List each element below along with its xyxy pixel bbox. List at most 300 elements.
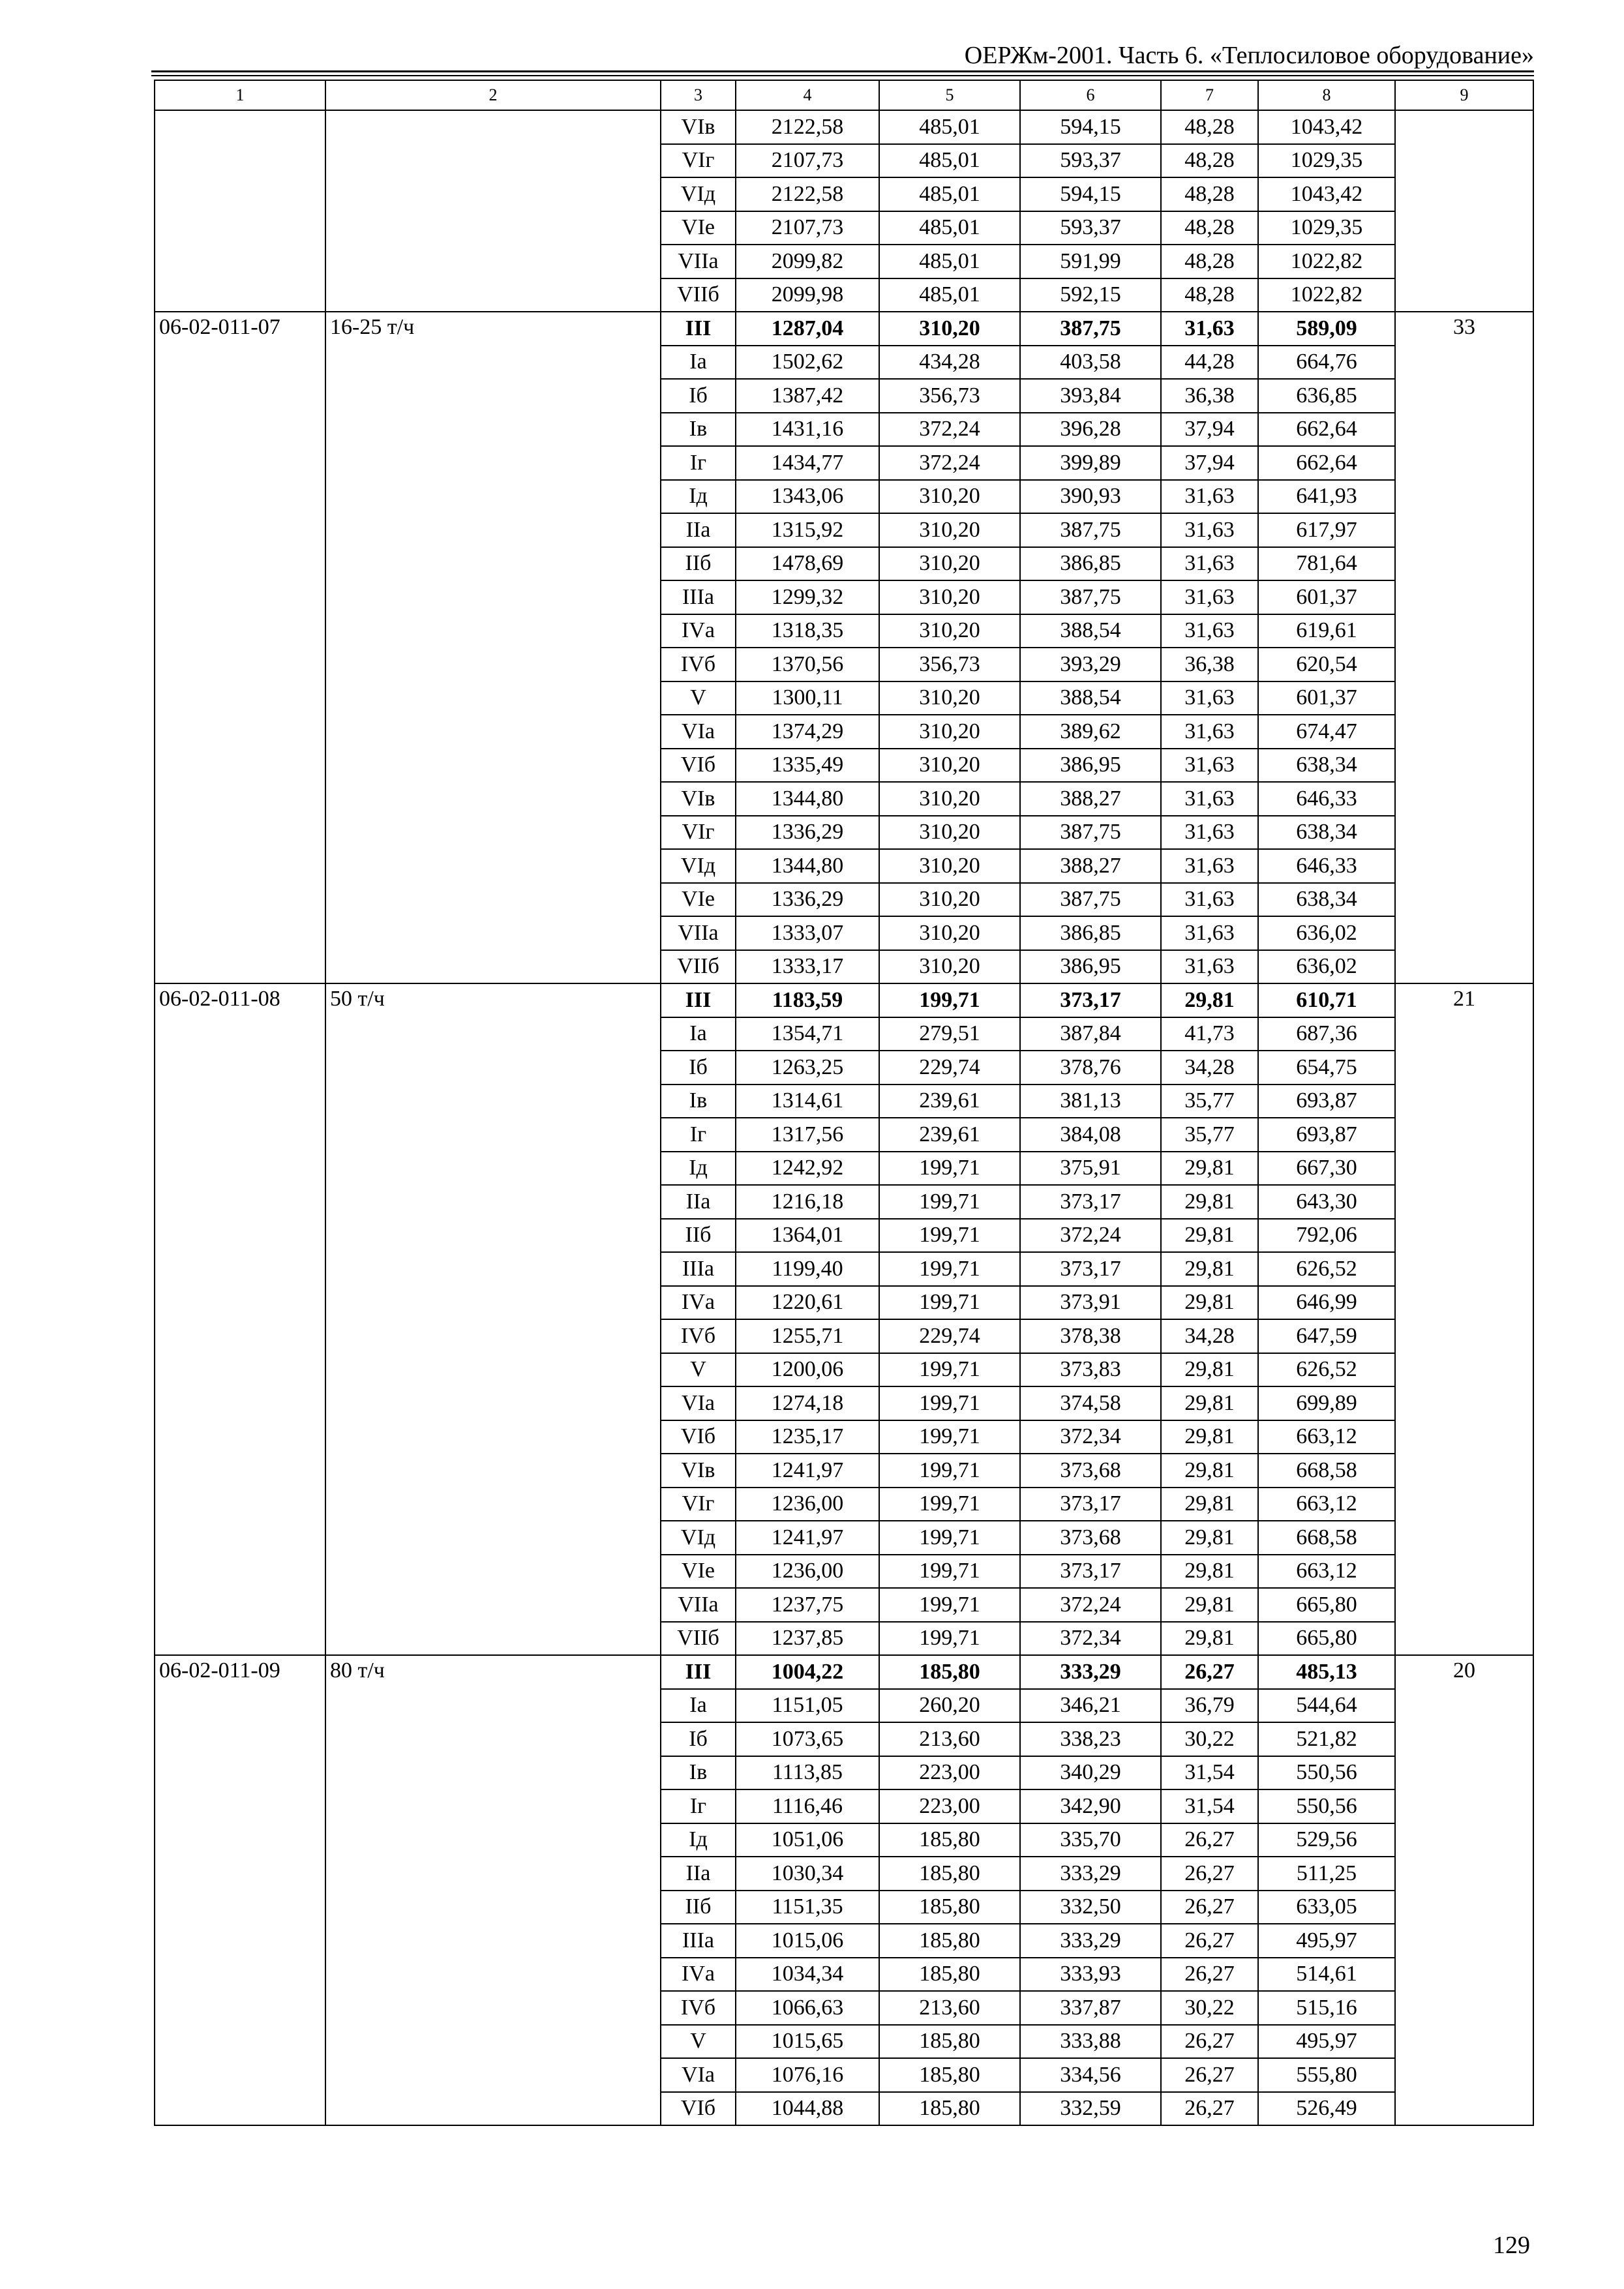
machine-cost-cell: 373,83 <box>1020 1353 1161 1387</box>
rate-class-cell: IVб <box>661 1991 736 2025</box>
column-number: 5 <box>879 80 1020 110</box>
wages-cell: 356,73 <box>879 648 1020 681</box>
rate-class-cell: VIе <box>661 1555 736 1589</box>
operator-wages-cell: 29,81 <box>1161 1286 1258 1320</box>
machine-cost-cell: 388,54 <box>1020 681 1161 715</box>
total-cost-cell: 1374,29 <box>736 715 879 749</box>
operator-wages-cell: 29,81 <box>1161 1353 1258 1387</box>
operator-wages-cell: 26,27 <box>1161 1924 1258 1958</box>
rate-class-cell: III <box>661 312 736 346</box>
rate-class-cell: IIб <box>661 1891 736 1924</box>
materials-cell: 515,16 <box>1258 1991 1395 2025</box>
materials-cell: 646,33 <box>1258 849 1395 883</box>
machine-cost-cell: 387,75 <box>1020 312 1161 346</box>
rate-class-cell: VIг <box>661 1488 736 1521</box>
rate-class-cell: VIд <box>661 177 736 211</box>
materials-cell: 610,71 <box>1258 983 1395 1017</box>
total-cost-cell: 1015,65 <box>736 2025 879 2059</box>
machine-cost-cell: 593,37 <box>1020 144 1161 178</box>
operator-wages-cell: 29,81 <box>1161 1521 1258 1555</box>
rate-class-cell: IVа <box>661 1286 736 1320</box>
operator-wages-cell: 31,63 <box>1161 916 1258 950</box>
column-number: 2 <box>325 80 661 110</box>
rate-count: 20 <box>1395 1655 1533 2125</box>
operator-wages-cell: 36,38 <box>1161 379 1258 413</box>
materials-cell: 521,82 <box>1258 1722 1395 1756</box>
total-cost-cell: 1335,49 <box>736 749 879 783</box>
materials-cell: 589,09 <box>1258 312 1395 346</box>
materials-cell: 668,58 <box>1258 1454 1395 1488</box>
wages-cell: 185,80 <box>879 2092 1020 2126</box>
operator-wages-cell: 48,28 <box>1161 211 1258 245</box>
rate-class-cell: VIб <box>661 1420 736 1454</box>
rate-class-cell: Iд <box>661 1823 736 1857</box>
rate-class-cell: IVб <box>661 1319 736 1353</box>
total-cost-cell: 1344,80 <box>736 849 879 883</box>
operator-wages-cell: 26,27 <box>1161 1857 1258 1891</box>
machine-cost-cell: 373,68 <box>1020 1454 1161 1488</box>
rate-class-cell: Iа <box>661 346 736 380</box>
total-cost-cell: 1200,06 <box>736 1353 879 1387</box>
operator-wages-cell: 30,22 <box>1161 1991 1258 2025</box>
machine-cost-cell: 335,70 <box>1020 1823 1161 1857</box>
materials-cell: 1022,82 <box>1258 278 1395 312</box>
total-cost-cell: 1318,35 <box>736 614 879 648</box>
total-cost-cell: 1044,88 <box>736 2092 879 2126</box>
table-row <box>155 1655 1533 1689</box>
rate-class-cell: IIIа <box>661 1252 736 1286</box>
machine-cost-cell: 386,85 <box>1020 916 1161 950</box>
wages-cell: 185,80 <box>879 1891 1020 1924</box>
rate-class-cell: V <box>661 681 736 715</box>
machine-cost-cell: 372,24 <box>1020 1219 1161 1253</box>
machine-cost-cell: 593,37 <box>1020 211 1161 245</box>
wages-cell: 199,71 <box>879 1420 1020 1454</box>
column-number: 8 <box>1258 80 1395 110</box>
operator-wages-cell: 31,63 <box>1161 749 1258 783</box>
operator-wages-cell: 37,94 <box>1161 413 1258 447</box>
operator-wages-cell: 31,63 <box>1161 681 1258 715</box>
materials-cell: 663,12 <box>1258 1488 1395 1521</box>
wages-cell: 310,20 <box>879 916 1020 950</box>
rate-class-cell: Iв <box>661 413 736 447</box>
total-cost-cell: 1151,35 <box>736 1891 879 1924</box>
machine-cost-cell: 332,50 <box>1020 1891 1161 1924</box>
operator-wages-cell: 29,81 <box>1161 1252 1258 1286</box>
rate-class-cell: VIе <box>661 211 736 245</box>
operator-wages-cell: 36,38 <box>1161 648 1258 681</box>
rate-class-cell: IIб <box>661 1219 736 1253</box>
wages-cell: 485,01 <box>879 110 1020 144</box>
machine-cost-cell: 333,88 <box>1020 2025 1161 2059</box>
materials-cell: 550,56 <box>1258 1789 1395 1823</box>
rate-class-cell: IIа <box>661 1857 736 1891</box>
wages-cell: 199,71 <box>879 1353 1020 1387</box>
wages-cell: 310,20 <box>879 681 1020 715</box>
operator-wages-cell: 36,79 <box>1161 1689 1258 1723</box>
operator-wages-cell: 37,94 <box>1161 446 1258 480</box>
materials-cell: 638,34 <box>1258 816 1395 850</box>
wages-cell: 185,80 <box>879 1823 1020 1857</box>
total-cost-cell: 1333,17 <box>736 950 879 984</box>
machine-cost-cell: 403,58 <box>1020 346 1161 380</box>
materials-cell: 693,87 <box>1258 1118 1395 1152</box>
total-cost-cell: 1287,04 <box>736 312 879 346</box>
wages-cell: 199,71 <box>879 1588 1020 1622</box>
wages-cell: 310,20 <box>879 312 1020 346</box>
column-number: 9 <box>1395 80 1533 110</box>
rate-class-cell: IIа <box>661 513 736 547</box>
rate-class-cell: Iг <box>661 446 736 480</box>
materials-cell: 544,64 <box>1258 1689 1395 1723</box>
machine-cost-cell: 386,95 <box>1020 950 1161 984</box>
machine-cost-cell: 393,84 <box>1020 379 1161 413</box>
materials-cell: 626,52 <box>1258 1353 1395 1387</box>
materials-cell: 1022,82 <box>1258 245 1395 278</box>
materials-cell: 555,80 <box>1258 2058 1395 2092</box>
rate-class-cell: VIIа <box>661 916 736 950</box>
materials-cell: 693,87 <box>1258 1085 1395 1118</box>
machine-cost-cell: 373,17 <box>1020 1252 1161 1286</box>
materials-cell: 636,02 <box>1258 950 1395 984</box>
wages-cell: 485,01 <box>879 245 1020 278</box>
materials-cell: 1043,42 <box>1258 177 1395 211</box>
rate-code: 06-02-011-07 <box>155 312 325 983</box>
rate-class-cell: IVа <box>661 614 736 648</box>
wages-cell: 485,01 <box>879 211 1020 245</box>
operator-wages-cell: 29,81 <box>1161 1488 1258 1521</box>
machine-cost-cell: 388,27 <box>1020 782 1161 816</box>
wages-cell: 199,71 <box>879 1488 1020 1521</box>
total-cost-cell: 2107,73 <box>736 144 879 178</box>
materials-cell: 1043,42 <box>1258 110 1395 144</box>
wages-cell: 310,20 <box>879 480 1020 514</box>
rate-class-cell: Iб <box>661 1051 736 1085</box>
machine-cost-cell: 372,34 <box>1020 1622 1161 1656</box>
operator-wages-cell: 29,81 <box>1161 1185 1258 1219</box>
operator-wages-cell: 29,81 <box>1161 983 1258 1017</box>
total-cost-cell: 1317,56 <box>736 1118 879 1152</box>
machine-cost-cell: 340,29 <box>1020 1756 1161 1790</box>
rate-class-cell: IIIа <box>661 1924 736 1958</box>
materials-cell: 663,12 <box>1258 1555 1395 1589</box>
wages-cell: 185,80 <box>879 1655 1020 1689</box>
total-cost-cell: 1220,61 <box>736 1286 879 1320</box>
machine-cost-cell: 381,13 <box>1020 1085 1161 1118</box>
rate-class-cell: VIв <box>661 110 736 144</box>
wages-cell: 239,61 <box>879 1118 1020 1152</box>
operator-wages-cell: 35,77 <box>1161 1085 1258 1118</box>
rate-capacity: 16-25 т/ч <box>325 312 661 983</box>
operator-wages-cell: 30,22 <box>1161 1722 1258 1756</box>
machine-cost-cell: 338,23 <box>1020 1722 1161 1756</box>
operator-wages-cell: 48,28 <box>1161 177 1258 211</box>
wages-cell: 199,71 <box>879 1152 1020 1186</box>
operator-wages-cell: 31,63 <box>1161 715 1258 749</box>
operator-wages-cell: 26,27 <box>1161 2058 1258 2092</box>
total-cost-cell: 1066,63 <box>736 1991 879 2025</box>
wages-cell: 199,71 <box>879 1286 1020 1320</box>
operator-wages-cell: 31,63 <box>1161 950 1258 984</box>
operator-wages-cell: 31,63 <box>1161 849 1258 883</box>
total-cost-cell: 1076,16 <box>736 2058 879 2092</box>
rate-class-cell: VIд <box>661 849 736 883</box>
total-cost-cell: 1333,07 <box>736 916 879 950</box>
machine-cost-cell: 388,54 <box>1020 614 1161 648</box>
operator-wages-cell: 48,28 <box>1161 144 1258 178</box>
machine-cost-cell: 373,17 <box>1020 1488 1161 1521</box>
total-cost-cell: 1336,29 <box>736 816 879 850</box>
total-cost-cell: 1116,46 <box>736 1789 879 1823</box>
rate-class-cell: V <box>661 2025 736 2059</box>
materials-cell: 514,61 <box>1258 1958 1395 1992</box>
wages-cell: 223,00 <box>879 1789 1020 1823</box>
wages-cell: 310,20 <box>879 849 1020 883</box>
operator-wages-cell: 31,63 <box>1161 883 1258 917</box>
total-cost-cell: 1237,75 <box>736 1588 879 1622</box>
rate-class-cell: IIа <box>661 1185 736 1219</box>
rate-class-cell: VIIб <box>661 950 736 984</box>
column-number-row <box>155 80 1533 110</box>
operator-wages-cell: 44,28 <box>1161 346 1258 380</box>
operator-wages-cell: 26,27 <box>1161 1655 1258 1689</box>
operator-wages-cell: 31,63 <box>1161 513 1258 547</box>
rate-class-cell: V <box>661 1353 736 1387</box>
operator-wages-cell: 26,27 <box>1161 1958 1258 1992</box>
total-cost-cell: 1236,00 <box>736 1488 879 1521</box>
rate-capacity <box>325 110 661 312</box>
wages-cell: 185,80 <box>879 1924 1020 1958</box>
total-cost-cell: 1004,22 <box>736 1655 879 1689</box>
materials-cell: 647,59 <box>1258 1319 1395 1353</box>
materials-cell: 643,30 <box>1258 1185 1395 1219</box>
total-cost-cell: 1216,18 <box>736 1185 879 1219</box>
total-cost-cell: 2122,58 <box>736 177 879 211</box>
machine-cost-cell: 594,15 <box>1020 110 1161 144</box>
total-cost-cell: 1274,18 <box>736 1386 879 1420</box>
total-cost-cell: 1073,65 <box>736 1722 879 1756</box>
operator-wages-cell: 48,28 <box>1161 110 1258 144</box>
materials-cell: 511,25 <box>1258 1857 1395 1891</box>
operator-wages-cell: 26,27 <box>1161 1891 1258 1924</box>
operator-wages-cell: 26,27 <box>1161 1823 1258 1857</box>
machine-cost-cell: 591,99 <box>1020 245 1161 278</box>
header-rule-thin <box>151 75 1534 76</box>
operator-wages-cell: 26,27 <box>1161 2092 1258 2126</box>
operator-wages-cell: 29,81 <box>1161 1555 1258 1589</box>
materials-cell: 654,75 <box>1258 1051 1395 1085</box>
machine-cost-cell: 333,29 <box>1020 1655 1161 1689</box>
rate-class-cell: VIд <box>661 1521 736 1555</box>
materials-cell: 665,80 <box>1258 1622 1395 1656</box>
wages-cell: 310,20 <box>879 782 1020 816</box>
wages-cell: 185,80 <box>879 1857 1020 1891</box>
rate-class-cell: Iд <box>661 480 736 514</box>
operator-wages-cell: 29,81 <box>1161 1454 1258 1488</box>
rate-class-cell: VIIб <box>661 1622 736 1656</box>
column-number: 7 <box>1161 80 1258 110</box>
total-cost-cell: 1030,34 <box>736 1857 879 1891</box>
column-number: 1 <box>155 80 325 110</box>
machine-cost-cell: 375,91 <box>1020 1152 1161 1186</box>
total-cost-cell: 1300,11 <box>736 681 879 715</box>
operator-wages-cell: 34,28 <box>1161 1051 1258 1085</box>
rate-class-cell: Iа <box>661 1689 736 1723</box>
rate-class-cell: VIв <box>661 1454 736 1488</box>
page-header: ОЕРЖм-2001. Часть 6. «Теплосиловое оборудование» <box>964 42 1534 69</box>
machine-cost-cell: 373,17 <box>1020 983 1161 1017</box>
operator-wages-cell: 41,73 <box>1161 1017 1258 1051</box>
wages-cell: 372,24 <box>879 413 1020 447</box>
wages-cell: 199,71 <box>879 1219 1020 1253</box>
machine-cost-cell: 373,17 <box>1020 1185 1161 1219</box>
wages-cell: 310,20 <box>879 883 1020 917</box>
materials-cell: 601,37 <box>1258 580 1395 614</box>
rate-count: 33 <box>1395 312 1533 983</box>
materials-cell: 617,97 <box>1258 513 1395 547</box>
machine-cost-cell: 373,17 <box>1020 1555 1161 1589</box>
materials-cell: 1029,35 <box>1258 211 1395 245</box>
wages-cell: 310,20 <box>879 580 1020 614</box>
total-cost-cell: 1387,42 <box>736 379 879 413</box>
header-rule-thick <box>151 70 1534 72</box>
wages-cell: 485,01 <box>879 144 1020 178</box>
machine-cost-cell: 333,93 <box>1020 1958 1161 1992</box>
wages-cell: 485,01 <box>879 177 1020 211</box>
machine-cost-cell: 396,28 <box>1020 413 1161 447</box>
machine-cost-cell: 386,95 <box>1020 749 1161 783</box>
wages-cell: 372,24 <box>879 446 1020 480</box>
operator-wages-cell: 26,27 <box>1161 2025 1258 2059</box>
materials-cell: 495,97 <box>1258 1924 1395 1958</box>
operator-wages-cell: 31,63 <box>1161 312 1258 346</box>
total-cost-cell: 1502,62 <box>736 346 879 380</box>
total-cost-cell: 1344,80 <box>736 782 879 816</box>
table-row <box>155 312 1533 346</box>
table-body <box>155 80 1533 2125</box>
wages-cell: 185,80 <box>879 2025 1020 2059</box>
wages-cell: 199,71 <box>879 1454 1020 1488</box>
rate-class-cell: IIб <box>661 547 736 581</box>
total-cost-cell: 1034,34 <box>736 1958 879 1992</box>
wages-cell: 310,20 <box>879 816 1020 850</box>
wages-cell: 239,61 <box>879 1085 1020 1118</box>
total-cost-cell: 1242,92 <box>736 1152 879 1186</box>
operator-wages-cell: 31,63 <box>1161 480 1258 514</box>
wages-cell: 199,71 <box>879 1521 1020 1555</box>
rate-class-cell: Iб <box>661 1722 736 1756</box>
materials-cell: 626,52 <box>1258 1252 1395 1286</box>
materials-cell: 781,64 <box>1258 547 1395 581</box>
machine-cost-cell: 386,85 <box>1020 547 1161 581</box>
total-cost-cell: 1235,17 <box>736 1420 879 1454</box>
materials-cell: 699,89 <box>1258 1386 1395 1420</box>
operator-wages-cell: 29,81 <box>1161 1152 1258 1186</box>
rate-class-cell: IIIа <box>661 580 736 614</box>
rate-class-cell: VIIа <box>661 1588 736 1622</box>
rate-capacity: 50 т/ч <box>325 983 661 1655</box>
machine-cost-cell: 387,75 <box>1020 883 1161 917</box>
machine-cost-cell: 373,68 <box>1020 1521 1161 1555</box>
total-cost-cell: 2099,82 <box>736 245 879 278</box>
column-number: 6 <box>1020 80 1161 110</box>
wages-cell: 213,60 <box>879 1722 1020 1756</box>
rate-class-cell: VIе <box>661 883 736 917</box>
operator-wages-cell: 34,28 <box>1161 1319 1258 1353</box>
machine-cost-cell: 373,91 <box>1020 1286 1161 1320</box>
machine-cost-cell: 389,62 <box>1020 715 1161 749</box>
rate-class-cell: VIб <box>661 749 736 783</box>
operator-wages-cell: 29,81 <box>1161 1386 1258 1420</box>
operator-wages-cell: 31,63 <box>1161 816 1258 850</box>
total-cost-cell: 1151,05 <box>736 1689 879 1723</box>
wages-cell: 199,71 <box>879 1386 1020 1420</box>
materials-cell: 668,58 <box>1258 1521 1395 1555</box>
wages-cell: 279,51 <box>879 1017 1020 1051</box>
materials-cell: 601,37 <box>1258 681 1395 715</box>
total-cost-cell: 1315,92 <box>736 513 879 547</box>
rate-class-cell: Iг <box>661 1118 736 1152</box>
wages-cell: 356,73 <box>879 379 1020 413</box>
operator-wages-cell: 29,81 <box>1161 1420 1258 1454</box>
operator-wages-cell: 29,81 <box>1161 1622 1258 1656</box>
machine-cost-cell: 333,29 <box>1020 1924 1161 1958</box>
operator-wages-cell: 31,63 <box>1161 782 1258 816</box>
materials-cell: 636,02 <box>1258 916 1395 950</box>
total-cost-cell: 1434,77 <box>736 446 879 480</box>
materials-cell: 662,64 <box>1258 446 1395 480</box>
column-number: 4 <box>736 80 879 110</box>
materials-cell: 495,97 <box>1258 2025 1395 2059</box>
wages-cell: 434,28 <box>879 346 1020 380</box>
wages-cell: 213,60 <box>879 1991 1020 2025</box>
total-cost-cell: 2099,98 <box>736 278 879 312</box>
operator-wages-cell: 35,77 <box>1161 1118 1258 1152</box>
total-cost-cell: 1263,25 <box>736 1051 879 1085</box>
wages-cell: 310,20 <box>879 547 1020 581</box>
materials-cell: 529,56 <box>1258 1823 1395 1857</box>
wages-cell: 199,71 <box>879 1555 1020 1589</box>
materials-cell: 646,33 <box>1258 782 1395 816</box>
wages-cell: 223,00 <box>879 1756 1020 1790</box>
wages-cell: 310,20 <box>879 749 1020 783</box>
materials-cell: 687,36 <box>1258 1017 1395 1051</box>
table-row <box>155 983 1533 1017</box>
materials-cell: 662,64 <box>1258 413 1395 447</box>
total-cost-cell: 1299,32 <box>736 580 879 614</box>
wages-cell: 310,20 <box>879 715 1020 749</box>
materials-cell: 526,49 <box>1258 2092 1395 2126</box>
materials-cell: 1029,35 <box>1258 144 1395 178</box>
machine-cost-cell: 393,29 <box>1020 648 1161 681</box>
operator-wages-cell: 29,81 <box>1161 1588 1258 1622</box>
total-cost-cell: 1236,00 <box>736 1555 879 1589</box>
rate-code <box>155 110 325 312</box>
rate-class-cell: Iд <box>661 1152 736 1186</box>
machine-cost-cell: 372,34 <box>1020 1420 1161 1454</box>
wages-cell: 310,20 <box>879 950 1020 984</box>
total-cost-cell: 1113,85 <box>736 1756 879 1790</box>
total-cost-cell: 1431,16 <box>736 413 879 447</box>
machine-cost-cell: 333,29 <box>1020 1857 1161 1891</box>
wages-cell: 485,01 <box>879 278 1020 312</box>
total-cost-cell: 1354,71 <box>736 1017 879 1051</box>
total-cost-cell: 1336,29 <box>736 883 879 917</box>
total-cost-cell: 1364,01 <box>736 1219 879 1253</box>
machine-cost-cell: 387,75 <box>1020 580 1161 614</box>
rate-capacity: 80 т/ч <box>325 1655 661 2125</box>
machine-cost-cell: 378,76 <box>1020 1051 1161 1085</box>
